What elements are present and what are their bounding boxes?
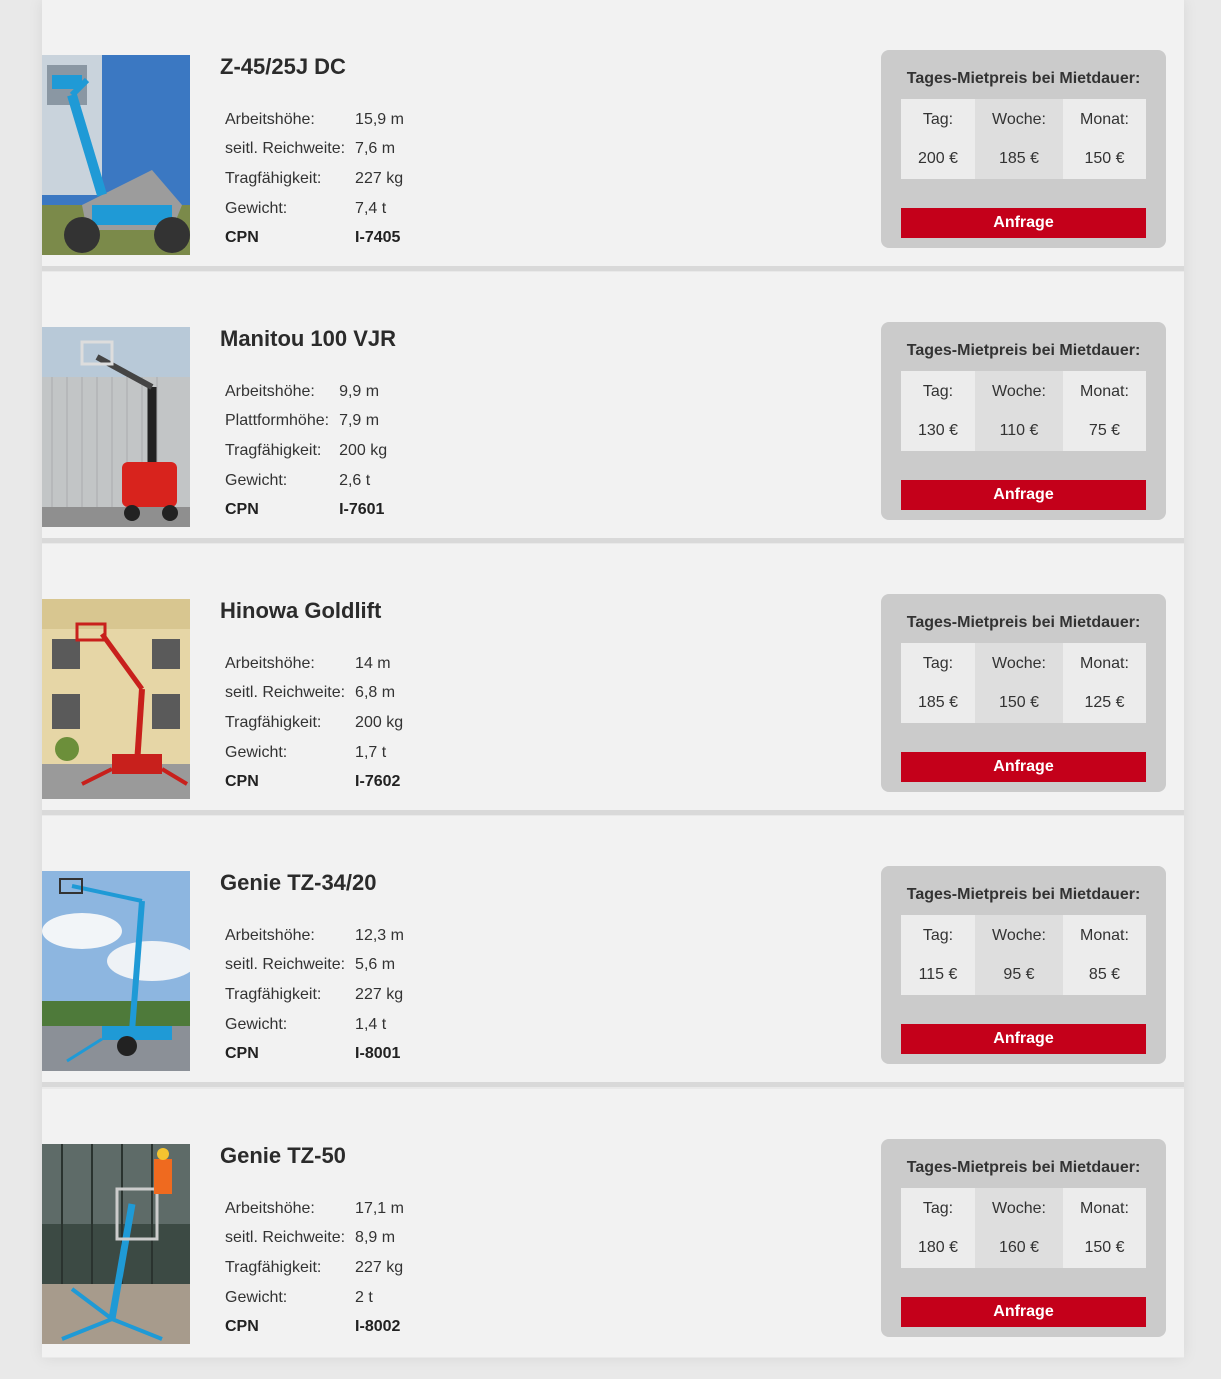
- spec-value: 7,6 m: [355, 140, 396, 158]
- price-label-day: Tag:: [922, 383, 954, 400]
- spec-label: Gewicht:: [225, 1288, 288, 1306]
- spec-label: seitl. Reichweite:: [225, 684, 346, 702]
- spec-table: [225, 105, 404, 253]
- cpn-value: I-7601: [339, 501, 385, 519]
- price-header: Tages-Mietpreis bei Mietdauer:: [906, 886, 1141, 903]
- spec-label: Tragfähigkeit:: [225, 985, 322, 1003]
- spec-label: seitl. Reichweite:: [225, 1229, 346, 1247]
- spec-label: Gewicht:: [225, 471, 288, 489]
- spec-value: 1,4 t: [355, 1015, 387, 1033]
- spec-value: 200 kg: [355, 713, 404, 731]
- spec-value: 227 kg: [355, 1258, 404, 1276]
- spec-row: [225, 1224, 404, 1254]
- spec-row: [225, 1010, 404, 1040]
- cpn-row: [225, 223, 404, 253]
- spec-value: 227 kg: [355, 169, 404, 187]
- product-card: [42, 1089, 1184, 1357]
- spec-label: Arbeitshöhe:: [225, 926, 315, 944]
- spec-label: Gewicht:: [225, 199, 288, 217]
- boom-lift-photo-icon: [42, 327, 190, 527]
- product-image[interactable]: [42, 871, 190, 1071]
- cpn-label: CPN: [225, 1318, 259, 1336]
- price-label-day: Tag:: [922, 111, 954, 128]
- price-month: [1063, 99, 1146, 179]
- price-box: [881, 1139, 1166, 1337]
- price-month: [1063, 643, 1146, 723]
- cpn-row: [225, 767, 403, 797]
- price-label-week: Woche:: [992, 927, 1046, 944]
- price-week: [975, 915, 1063, 995]
- spec-row: [225, 377, 387, 407]
- price-label-month: Monat:: [1080, 111, 1129, 128]
- price-day: [901, 915, 975, 995]
- price-week: [975, 371, 1063, 451]
- product-title: Genie TZ-34/20: [220, 870, 377, 895]
- cpn-value: I-8001: [355, 1045, 401, 1063]
- price-box: [881, 866, 1166, 1064]
- spec-value: 9,9 m: [339, 382, 380, 400]
- spec-value: 1,7 t: [355, 743, 387, 761]
- price-month: [1063, 1188, 1146, 1268]
- spec-label: Arbeitshöhe:: [225, 1199, 315, 1217]
- spec-row: [225, 194, 404, 224]
- spec-label: Arbeitshöhe:: [225, 654, 315, 672]
- spec-value: 2,6 t: [339, 471, 371, 489]
- price-month: [1063, 915, 1146, 995]
- spec-table: [225, 377, 387, 525]
- price-label-week: Woche:: [992, 383, 1046, 400]
- spec-value: 7,4 t: [355, 199, 387, 217]
- price-value-month: 125 €: [1084, 694, 1125, 711]
- spec-row: [225, 921, 404, 951]
- price-label-day: Tag:: [922, 655, 954, 672]
- cpn-value: I-7602: [355, 773, 401, 791]
- price-header: Tages-Mietpreis bei Mietdauer:: [906, 70, 1141, 87]
- price-day: [901, 643, 975, 723]
- cpn-row: [225, 495, 387, 525]
- price-value-day: 185 €: [917, 694, 959, 711]
- spec-value: 2 t: [355, 1288, 373, 1306]
- price-day: [901, 1188, 975, 1268]
- anfrage-button[interactable]: Anfrage: [901, 208, 1146, 238]
- price-header: Tages-Mietpreis bei Mietdauer:: [906, 614, 1141, 631]
- spec-table: [225, 921, 404, 1069]
- cpn-row: [225, 1312, 404, 1342]
- product-title: Genie TZ-50: [220, 1143, 346, 1168]
- price-week: [975, 99, 1063, 179]
- spec-value: 8,9 m: [355, 1229, 396, 1247]
- price-value-month: 85 €: [1088, 966, 1121, 983]
- spec-row: [225, 407, 387, 437]
- spec-table: [225, 649, 403, 797]
- product-card: [42, 272, 1184, 543]
- spec-row: [225, 466, 387, 496]
- spec-label: Gewicht:: [225, 743, 288, 761]
- price-value-day: 115 €: [918, 966, 958, 983]
- spec-row: [225, 105, 404, 135]
- price-label-month: Monat:: [1080, 383, 1129, 400]
- price-box: [881, 594, 1166, 792]
- price-header: Tages-Mietpreis bei Mietdauer:: [906, 342, 1141, 359]
- cpn-label: CPN: [225, 773, 259, 791]
- spec-row: [225, 708, 403, 738]
- price-week: [975, 1188, 1063, 1268]
- product-title: Manitou 100 VJR: [220, 326, 397, 351]
- product-list: [42, 0, 1184, 1358]
- spec-row: [225, 738, 403, 768]
- product-image[interactable]: [42, 1144, 190, 1344]
- price-month: [1063, 371, 1146, 451]
- product-image[interactable]: [42, 599, 190, 799]
- spec-value: 200 kg: [339, 441, 388, 459]
- price-value-week: 95 €: [1003, 966, 1035, 983]
- spider-lift-photo-icon: [42, 1144, 190, 1344]
- spec-value: 6,8 m: [355, 684, 396, 702]
- cpn-value: I-8002: [355, 1318, 401, 1336]
- cpn-value: I-7405: [355, 229, 401, 247]
- spec-row: [225, 951, 404, 981]
- spec-value: 7,9 m: [339, 412, 380, 430]
- spec-label: Tragfähigkeit:: [225, 713, 322, 731]
- price-value-week: 160 €: [998, 1239, 1040, 1256]
- spec-label: Tragfähigkeit:: [225, 1258, 322, 1276]
- price-label-day: Tag:: [922, 927, 954, 944]
- spec-label: Tragfähigkeit:: [225, 441, 322, 459]
- spec-label: Tragfähigkeit:: [225, 169, 322, 187]
- spec-value: 15,9 m: [355, 110, 404, 128]
- price-label-month: Monat:: [1080, 655, 1129, 672]
- product-card: [42, 816, 1184, 1087]
- price-value-month: 75 €: [1088, 422, 1121, 439]
- spec-value: 17,1 m: [355, 1199, 404, 1217]
- anfrage-button[interactable]: Anfrage: [901, 1297, 1146, 1327]
- price-value-week: 185 €: [998, 150, 1040, 167]
- price-label-week: Woche:: [992, 111, 1046, 128]
- price-day: [901, 371, 975, 451]
- price-label-month: Monat:: [1080, 1200, 1129, 1217]
- spec-row: [225, 164, 404, 194]
- product-card: [42, 0, 1184, 271]
- spec-row: [225, 679, 403, 709]
- price-box: [881, 50, 1166, 248]
- product-title: Z-45/25J DC: [220, 54, 346, 79]
- spec-row: [225, 980, 404, 1010]
- price-value-week: 150 €: [998, 694, 1040, 711]
- cpn-row: [225, 1039, 404, 1069]
- price-label-month: Monat:: [1080, 927, 1129, 944]
- product-title: Hinowa Goldlift: [220, 598, 382, 623]
- price-week: [975, 643, 1063, 723]
- product-card: [42, 544, 1184, 815]
- price-value-day: 130 €: [917, 422, 959, 439]
- price-box: [881, 322, 1166, 520]
- spec-row: [225, 436, 387, 466]
- spec-row: [225, 1253, 404, 1283]
- price-value-week: 110 €: [999, 422, 1039, 439]
- spec-label: Gewicht:: [225, 1015, 288, 1033]
- trailer-lift-photo-icon: [42, 871, 190, 1071]
- price-header: Tages-Mietpreis bei Mietdauer:: [906, 1159, 1141, 1176]
- price-label-day: Tag:: [922, 1200, 954, 1217]
- cpn-label: CPN: [225, 1045, 259, 1063]
- price-day: [901, 99, 975, 179]
- price-value-day: 200 €: [917, 150, 959, 167]
- spec-row: [225, 1194, 404, 1224]
- spec-table: [225, 1194, 404, 1342]
- spec-value: 227 kg: [355, 985, 404, 1003]
- product-image[interactable]: [42, 55, 190, 255]
- anfrage-button[interactable]: Anfrage: [901, 752, 1146, 782]
- spec-label: Plattformhöhe:: [225, 412, 330, 430]
- spec-label: Arbeitshöhe:: [225, 110, 315, 128]
- price-label-week: Woche:: [992, 655, 1046, 672]
- price-label-week: Woche:: [992, 1200, 1046, 1217]
- cpn-label: CPN: [225, 501, 259, 519]
- spec-value: 14 m: [355, 654, 391, 672]
- spec-row: [225, 1283, 404, 1313]
- spec-row: [225, 649, 403, 679]
- cpn-label: CPN: [225, 229, 259, 247]
- anfrage-button[interactable]: Anfrage: [901, 1024, 1146, 1054]
- price-value-month: 150 €: [1084, 1239, 1125, 1256]
- anfrage-button[interactable]: Anfrage: [901, 480, 1146, 510]
- spec-label: seitl. Reichweite:: [225, 956, 346, 974]
- spec-label: seitl. Reichweite:: [225, 140, 346, 158]
- spec-value: 5,6 m: [355, 956, 396, 974]
- spider-lift-photo-icon: [42, 599, 190, 799]
- spec-row: [225, 135, 404, 165]
- spec-value: 12,3 m: [355, 926, 404, 944]
- product-image[interactable]: [42, 327, 190, 527]
- price-value-day: 180 €: [917, 1239, 959, 1256]
- price-value-month: 150 €: [1084, 150, 1125, 167]
- spec-label: Arbeitshöhe:: [225, 382, 315, 400]
- boom-lift-photo-icon: [42, 55, 190, 255]
